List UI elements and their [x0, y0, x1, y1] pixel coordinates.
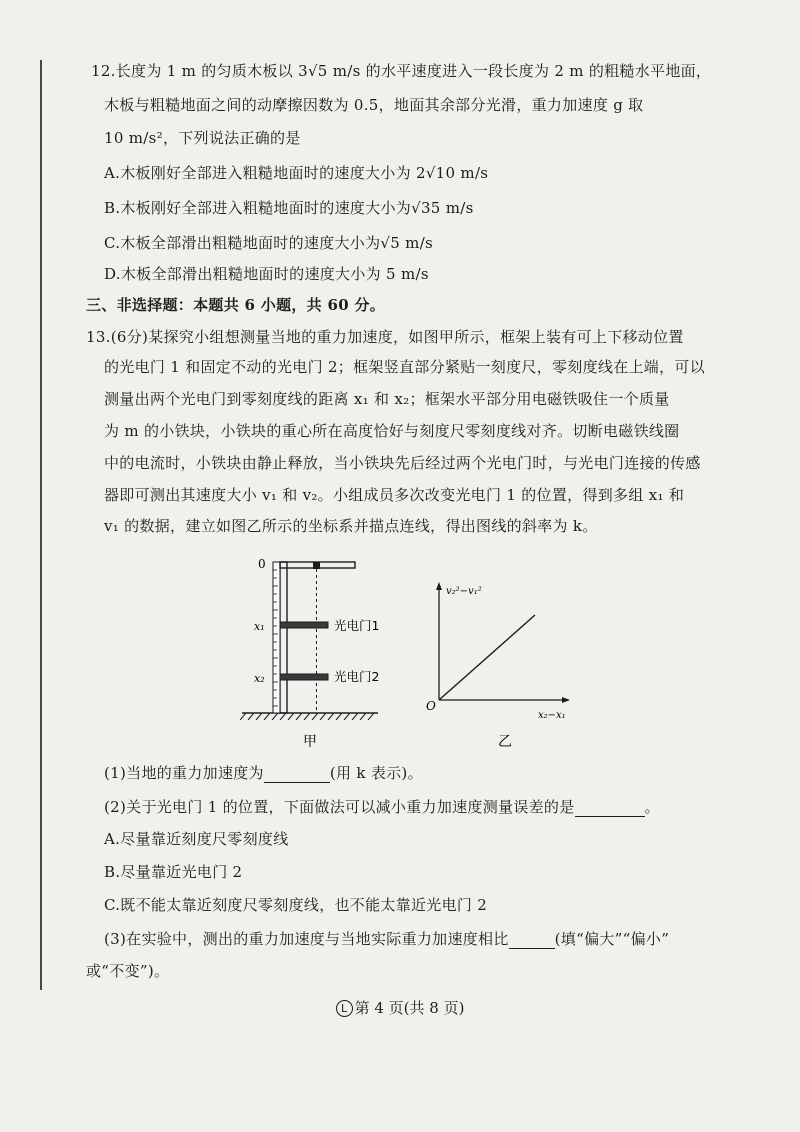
ground-hatching [240, 713, 374, 720]
q13-sub3-line-2: 或“不变”)。 [86, 962, 170, 980]
apparatus-diagram [240, 557, 379, 750]
q13-line-7: v₁ 的数据，建立如图乙所示的坐标系并描点连线，得出图线的斜率为 k。 [104, 517, 598, 535]
q13-line-4: 为 m 的小铁块，小铁块的重心所在高度恰好与刻度尺零刻度线对齐。切断电磁铁线圈 [104, 422, 680, 440]
q13-line-2: 的光电门 1 和固定不动的光电门 2；框架竖直部分紧贴一刻度尺，零刻度线在上端，可以 [104, 358, 705, 376]
margin-rule [40, 60, 42, 990]
q13-sub2 [104, 797, 660, 817]
q12-line-2: 木板与粗糙地面之间的动摩擦因数为 0.5，地面其余部分光滑，重力加速度 g 取 [104, 96, 644, 114]
q12-option-c: C.木板全部滑出粗糙地面时的速度大小为√5 m/s [104, 234, 434, 252]
q13-sub2-text: (2)关于光电门 1 的位置，下面做法可以减小重力加速度测量误差的是 [104, 798, 575, 816]
q13-line-3: 测量出两个光电门到零刻度线的距离 x₁ 和 x₂；框架水平部分用电磁铁吸住一个质量 [104, 390, 670, 408]
q12-option-d: D.木板全部滑出粗糙地面时的速度大小为 5 m/s [104, 265, 429, 283]
page-number: 第 4 页(共 8 页) [354, 999, 465, 1017]
q13-sub3 [104, 929, 669, 949]
answer-blank-1[interactable] [264, 766, 330, 783]
photogate-1 [280, 622, 328, 628]
figure-a-caption: 甲 [303, 734, 317, 750]
q13-sub2-option-a: A.尽量靠近刻度尺零刻度线 [104, 830, 289, 848]
photogate-2 [280, 674, 328, 680]
q13-sub1-suffix: (用 k 表示)。 [329, 764, 423, 782]
graph-diagram [426, 582, 570, 750]
q13-sub3-text: (3)在实验中，测出的重力加速度与当地实际重力加速度相比 [104, 930, 509, 948]
q13-sub1 [104, 763, 423, 783]
answer-blank-3[interactable] [509, 932, 555, 949]
x1-label: x₁ [254, 620, 265, 633]
data-line [439, 615, 535, 700]
q12-line-3: 10 m/s²，下列说法正确的是 [104, 129, 301, 147]
experiment-figure [240, 550, 580, 755]
q13-sub2-option-b: B.尽量靠近光电门 2 [104, 863, 243, 881]
x-axis-label: x₂−x₁ [538, 710, 566, 721]
q13-line-5: 中的电流时，小铁块由静止释放，当小铁块先后经过两个光电门时，与光电门连接的传感 [104, 454, 701, 472]
x2-label: x₂ [254, 672, 265, 685]
q12-line-1: 12.长度为 1 m 的匀质木板以 3√5 m/s 的水平速度进入一段长度为 2 m 的粗糙水平地面， [91, 62, 712, 80]
frame-vertical [280, 562, 287, 713]
paper-code-badge: L [336, 1000, 353, 1017]
x-axis-arrow [562, 697, 570, 703]
q13-sub2-end: 。 [644, 798, 660, 816]
photogate-1-label: 光电门1 [334, 618, 380, 633]
figure-b-caption: 乙 [498, 734, 512, 750]
section-heading: 三、非选择题：本题共 6 小题，共 60 分。 [86, 296, 386, 314]
photogate-2-label: 光电门2 [334, 669, 380, 684]
page-footer [0, 997, 800, 1018]
origin-label: O [426, 699, 436, 713]
q13-sub1-text: (1)当地的重力加速度为 [104, 764, 264, 782]
q12-option-a: A.木板刚好全部进入粗糙地面时的速度大小为 2√10 m/s [104, 164, 489, 182]
answer-blank-2[interactable] [575, 800, 645, 817]
q13-sub3-suffix: (填“偏大”“偏小” [554, 930, 670, 948]
iron-block [313, 562, 320, 569]
q12-option-b: B.木板刚好全部进入粗糙地面时的速度大小为√35 m/s [104, 199, 474, 217]
y-axis-arrow [436, 582, 442, 590]
zero-label: 0 [258, 557, 266, 571]
q13-line-1: 13.(6分)某探究小组想测量当地的重力加速度，如图甲所示，框架上装有可上下移动位置 [86, 328, 684, 346]
q13-line-6: 器即可测出其速度大小 v₁ 和 v₂。小组成员多次改变光电门 1 的位置，得到多组 x₁ 和 [104, 486, 685, 504]
q13-sub2-option-c: C.既不能太靠近刻度尺零刻度线，也不能太靠近光电门 2 [104, 896, 488, 914]
y-axis-label: v₂²−v₁² [446, 586, 482, 597]
